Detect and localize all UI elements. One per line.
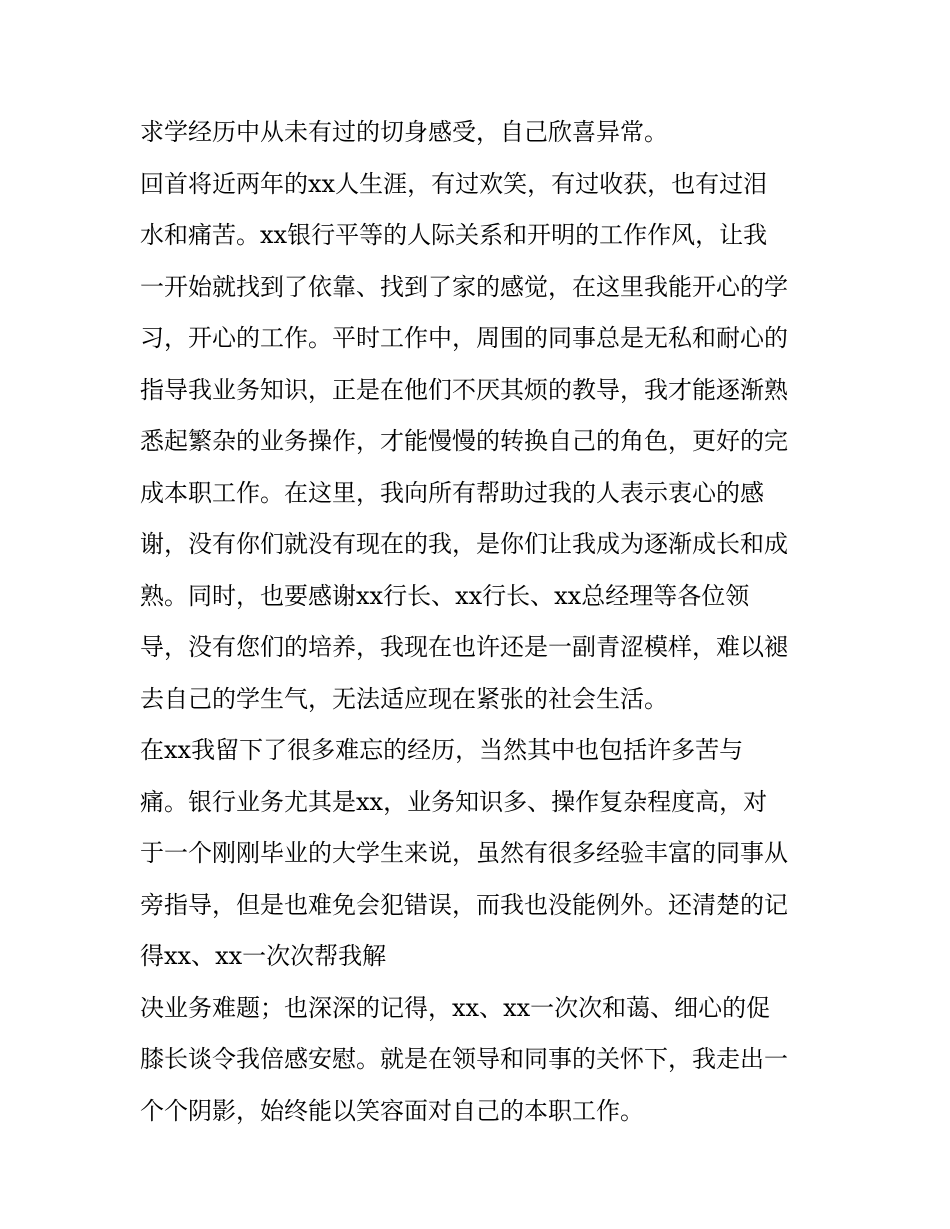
body-text bbox=[140, 107, 830, 1137]
text-line: 膝长谈令我倍感安慰。就是在领导和同事的关怀下，我走出一 bbox=[140, 1045, 788, 1073]
text-line: 熟。同时，也要感谢xx行长、xx行长、xx总经理等各位领 bbox=[140, 581, 750, 610]
text-line: 指导我业务知识，正是在他们不厌其烦的教导，我才能逐渐熟 bbox=[140, 375, 788, 404]
text-line: 成本职工作。在这里，我向所有帮助过我的人表示衷心的感 bbox=[140, 478, 764, 507]
text-line: 谢，没有你们就没有现在的我，是你们让我成为逐渐成长和成 bbox=[140, 530, 788, 558]
text-line: 回首将近两年的xx人生涯，有过欢笑，有过收获，也有过泪 bbox=[140, 169, 768, 198]
text-line: 习，开心的工作。平时工作中，周围的同事总是无私和耐心的 bbox=[140, 324, 788, 352]
text-line: 于一个刚刚毕业的大学生来说，虽然有很多经验丰富的同事从 bbox=[140, 839, 788, 867]
text-line: 悉起繁杂的业务操作，才能慢慢的转换自己的角色，更好的完 bbox=[140, 427, 788, 455]
text-line: 决业务难题；也深深的记得，xx、xx一次次和蔼、细心的促 bbox=[140, 993, 771, 1022]
text-line: 导，没有您们的培养，我现在也许还是一副青涩模样，难以褪 bbox=[140, 633, 788, 661]
text-line: 痛。银行业务尤其是xx，业务知识多、操作复杂程度高，对 bbox=[140, 787, 768, 816]
text-line: 在xx我留下了很多难忘的经历，当然其中也包括许多苦与 bbox=[140, 736, 744, 764]
text-line: 得xx、xx一次次帮我解 bbox=[140, 942, 387, 970]
text-line: 去自己的学生气，无法适应现在紧张的社会生活。 bbox=[140, 684, 668, 713]
text-line: 水和痛苦。xx银行平等的人际关系和开明的工作作风，让我 bbox=[140, 221, 768, 249]
text-line: 一开始就找到了依靠、找到了家的感觉，在这里我能开心的学 bbox=[140, 272, 788, 301]
text-line: 求学经历中从未有过的切身感受，自己欣喜异常。 bbox=[140, 118, 668, 146]
text-line: 旁指导，但是也难免会犯错误，而我也没能例外。还清楚的记 bbox=[140, 890, 788, 919]
text-line: 个个阴影，始终能以笑容面对自己的本职工作。 bbox=[140, 1096, 644, 1125]
